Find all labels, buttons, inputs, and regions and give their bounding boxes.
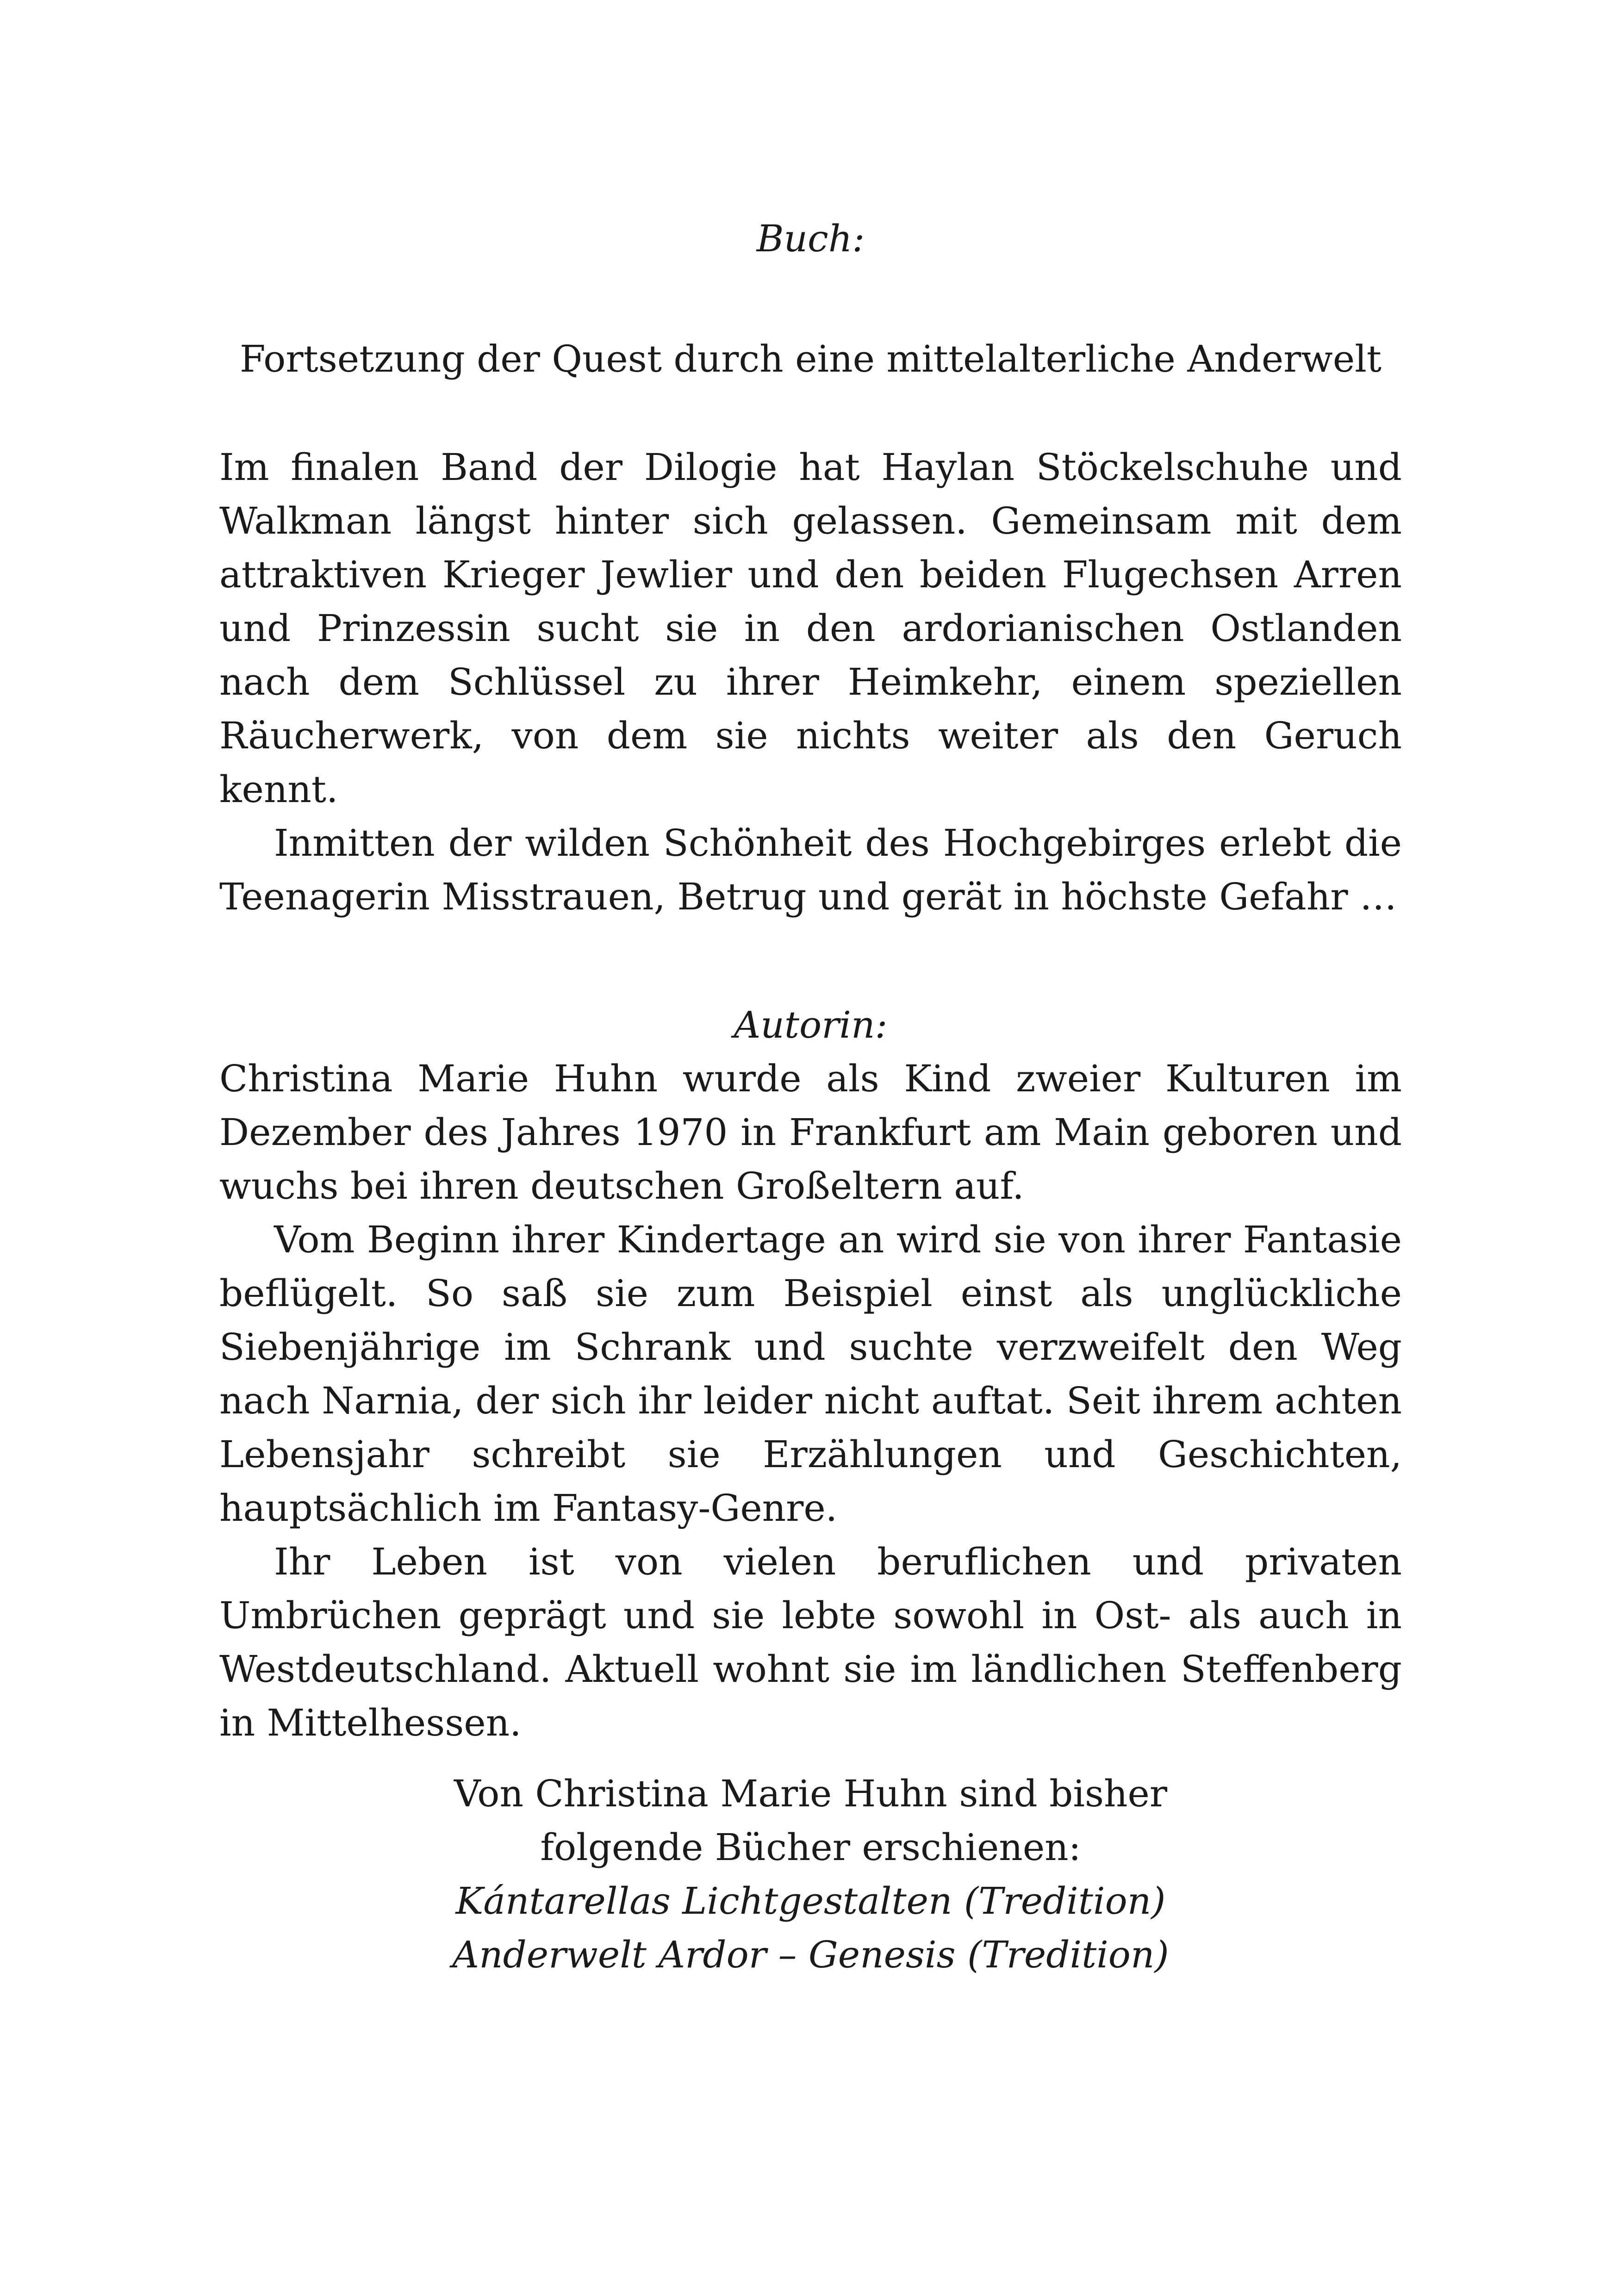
book-list bbox=[219, 1767, 1402, 1982]
author-bio bbox=[219, 1052, 1402, 1750]
book-heading: Buch: bbox=[756, 217, 865, 260]
book-paragraph: Inmitten der wilden Schönheit des Hochgebirges erlebt die Teenagerin Misstrauen, Betrug und gerät in höchste Gefahr … bbox=[219, 821, 1402, 918]
author-heading: Autorin: bbox=[734, 1003, 888, 1046]
book-title: Kántarellas Lichtgestalten (Tredition) bbox=[455, 1879, 1166, 1923]
author-paragraph: Christina Marie Huhn wurde als Kind zweier Kulturen im Dezember des Jahres 1970 in Frankfurt am Main geboren und wuchs bei ihren deutschen Großeltern auf. bbox=[219, 1057, 1402, 1207]
book-title: Anderwelt Ardor – Genesis (Tredition) bbox=[452, 1933, 1169, 1976]
book-list-intro: folgende Bücher erschienen: bbox=[540, 1826, 1081, 1869]
book-tagline: Fortsetzung der Quest durch eine mittelalterliche Anderwelt bbox=[240, 337, 1382, 380]
book-paragraph: Im finalen Band der Dilogie hat Haylan Stöckelschuhe und Walkman längst hinter sich gelassen. Gemeinsam mit dem attraktiven Krieger Jewlier und den beiden Flugechsen Arren und Prinzessin sucht sie in den ardorianischen Ostlanden nach dem Schlüssel zu ihrer Heimkehr, einem speziellen Räucherwerk, von dem sie nichts weiter als den Geruch kennt. bbox=[219, 446, 1402, 811]
author-paragraph: Vom Beginn ihrer Kindertage an wird sie von ihrer Fantasie beflügelt. So saß sie zum Beispiel einst als unglückliche Siebenjährige im Schrank und suchte verzweifelt den Weg nach Narnia, der sich ihr leider nicht auftat. Seit ihrem achten Lebensjahr schreibt sie Erzählungen und Geschichten, hauptsächlich im Fantasy-Genre. bbox=[219, 1218, 1402, 1530]
author-paragraph: Ihr Leben ist von vielen beruflichen und privaten Umbrüchen geprägt und sie lebte sowohl in Ost- als auch in Westdeutschland. Aktuell wohnt sie im ländlichen Steffenberg in Mittelhessen. bbox=[219, 1540, 1402, 1744]
book-list-intro: Von Christina Marie Huhn sind bisher bbox=[454, 1772, 1168, 1815]
book-description bbox=[219, 441, 1402, 924]
